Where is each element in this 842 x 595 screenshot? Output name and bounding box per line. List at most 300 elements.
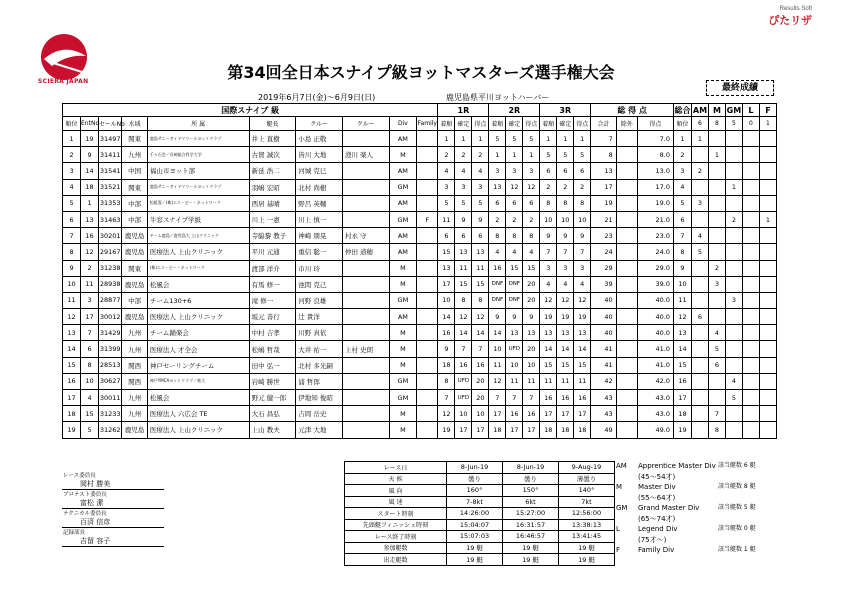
event-dates: 2019年6月7日(金)～6月9日(日) [258,93,376,102]
table-cell: 12 [455,309,472,325]
table-cell: 12 [574,292,591,308]
table-cell: 13 [673,325,691,341]
div-count-gm: 5 [725,117,742,131]
table-cell: 16 [489,260,506,276]
table-cell [759,292,776,308]
col-head: 順位 [673,117,691,131]
col-head: 除外 [616,117,637,131]
table-cell [725,163,742,179]
table-cell [691,325,708,341]
table-cell: 31429 [99,325,122,341]
table-cell: 5 [725,390,742,406]
table-cell: 5 [673,195,691,211]
table-cell: 23 [591,228,616,244]
table-cell: 6 [673,211,691,227]
table-cell [616,357,637,373]
brand-line1: Results Soft [779,6,812,12]
table-row [63,390,777,406]
logo-text: SCIERA JAPAN [38,78,89,85]
brand-mark [768,6,812,28]
table-cell [616,325,637,341]
table-cell: 坂元 善行 [249,309,296,325]
col-head: クルー [342,117,389,131]
table-cell: 17 [506,422,523,438]
table-cell: 5 [438,195,455,211]
division-count: 該当艇数 8 艇 [718,483,756,490]
table-cell: 10 [506,357,523,373]
table-cell: F [417,211,438,227]
table-cell: 29.0 [637,260,673,276]
table-cell: 3 [673,163,691,179]
table-cell [616,195,637,211]
division-count: 該当艇数 1 艇 [718,546,756,553]
table-cell [417,341,438,357]
table-cell: 17 [591,179,616,195]
table-cell: 鹿島サニーサイドマリーナヨットクラブ [147,131,249,147]
table-cell [691,341,708,357]
table-cell: (株)エス・ビー・ネットワーク [147,260,249,276]
col-head: 得点 [472,117,489,131]
table-cell [342,325,389,341]
table-cell: 4 [691,228,708,244]
table-cell: 15 [506,260,523,276]
table-cell: 6 [455,228,472,244]
table-cell [725,260,742,276]
race-info-value: 19 艇 [559,554,615,566]
table-cell: 16 [81,228,99,244]
table-cell: 川上 慎一 [296,211,343,227]
table-cell: 6 [523,195,540,211]
table-cell: 大石 昌弘 [249,406,296,422]
committee-title-row [62,471,164,479]
table-cell: 6 [540,163,557,179]
table-row [63,195,777,211]
division-age: (45～54才) [638,472,676,481]
table-cell: 11 [540,373,557,389]
table-cell: 4 [472,163,489,179]
table-cell: 12 [81,244,99,260]
table-cell: 43.0 [637,390,673,406]
division-spacer [616,493,638,504]
table-cell: 43 [591,406,616,422]
table-cell: AM [389,244,417,260]
table-cell: 8 [557,195,574,211]
table-cell: 九州 [122,341,147,357]
table-cell: 3 [540,260,557,276]
table-cell: 40.0 [637,292,673,308]
table-cell: 8 [673,244,691,260]
header-row-2 [63,117,777,131]
table-cell: 31463 [99,211,122,227]
table-cell [342,131,389,147]
table-cell: 1 [472,131,489,147]
table-cell: チーム130+6 [147,292,249,308]
table-cell: 4 [708,325,725,341]
table-cell: 9 [540,228,557,244]
table-row [63,163,777,179]
race-info-value: 19 艇 [503,554,559,566]
table-cell: 7 [673,228,691,244]
race-info-row [345,531,615,543]
table-row [63,292,777,308]
table-cell: 41.0 [637,341,673,357]
table-cell: 1 [759,211,776,227]
table-cell: 1 [725,179,742,195]
table-cell: 9 [472,211,489,227]
division-count: 該当艇数 0 艇 [718,525,756,532]
table-cell: 13.0 [637,163,673,179]
table-cell: 岩崎 勝世 [249,373,296,389]
table-cell [616,406,637,422]
table-cell: 16 [540,390,557,406]
race-info-label: スタート時刻 [345,508,447,520]
division-row [616,524,776,535]
table-cell: 11 [489,357,506,373]
table-cell: 平川 元通 [249,244,296,260]
table-cell: 12 [540,292,557,308]
table-cell: 2 [691,163,708,179]
table-cell: 3 [725,292,742,308]
committee-title: 記録部長 [63,530,86,536]
col-head: Div [389,117,417,131]
table-cell: 2 [489,211,506,227]
col-head: 確定 [557,117,574,131]
table-cell: AM [389,228,417,244]
committee-title: プロテスト委員長 [63,492,107,498]
table-row [63,422,777,438]
table-cell: 18 [81,179,99,195]
table-cell: 43 [591,390,616,406]
table-cell: 28513 [99,357,122,373]
table-cell: UFD [455,390,472,406]
table-cell: 1 [81,195,99,211]
table-cell: 上村 史朗 [342,341,389,357]
table-cell: 23.0 [637,228,673,244]
table-cell [417,309,438,325]
division-legend [616,461,776,556]
table-row [63,341,777,357]
committee-title-row [62,509,164,518]
table-cell: 17 [523,422,540,438]
table-cell: 6 [506,195,523,211]
table-cell: 9 [557,228,574,244]
table-cell [616,179,637,195]
table-cell: 15 [438,244,455,260]
table-cell: 19 [63,422,81,438]
table-cell: 14 [574,341,591,357]
table-cell: 10 [81,373,99,389]
table-cell: 20 [523,292,540,308]
table-cell: 17 [489,406,506,422]
table-cell: 14 [81,163,99,179]
table-cell: 関東 [122,179,147,195]
col-head: 着順 [489,117,506,131]
table-cell [342,309,389,325]
race-info-value: 19 艇 [447,554,503,566]
table-cell: 6 [489,195,506,211]
table-cell: 1 [557,131,574,147]
table-cell: DNF [506,292,523,308]
table-cell: 16 [574,390,591,406]
table-cell: 2 [540,179,557,195]
table-cell: 14 [438,309,455,325]
table-cell: 13 [438,260,455,276]
table-cell: 11 [472,260,489,276]
table-cell: 4 [81,390,99,406]
committee-name-row [62,536,164,547]
col-head: 着順 [540,117,557,131]
table-cell: 西居 基晴 [249,195,296,211]
table-cell [708,390,725,406]
table-cell: 4 [523,244,540,260]
race-info-label: レース日 [345,462,447,474]
table-cell: 2 [574,179,591,195]
table-cell [708,309,725,325]
table-cell: 4 [489,244,506,260]
table-cell: 6 [691,309,708,325]
table-cell: 11 [81,276,99,292]
table-cell: 3 [691,195,708,211]
table-cell: 吉岡 岳史 [296,406,343,422]
table-cell: 7 [574,244,591,260]
table-cell [742,276,759,292]
division-code: M [616,483,623,491]
table-cell: 1 [489,147,506,163]
table-cell: 17 [455,422,472,438]
table-cell [417,406,438,422]
division-spacer [616,472,638,483]
table-cell: 河野 良雄 [296,292,343,308]
table-cell [691,211,708,227]
table-row [63,244,777,260]
table-cell [691,179,708,195]
race-info-label: レース終了時刻 [345,531,447,543]
table-cell: 有馬 修一 [249,276,296,292]
table-row [63,406,777,422]
table-cell: 池間 克己 [296,276,343,292]
table-cell: 松阪霊／(株)エス・ビー・ネットワーク [147,195,249,211]
table-cell: 大井 祐一 [296,341,343,357]
table-cell: 21 [591,211,616,227]
table-cell: M [389,357,417,373]
table-cell [691,357,708,373]
table-cell: 滝 修一 [249,292,296,308]
committee-name: 岡村 勝美 [62,479,164,490]
division-name: Legend Div [638,525,678,533]
total-head: 総 得 点 [591,104,674,117]
col-head: 得点 [574,117,591,131]
table-cell: 川野 真依 [296,325,343,341]
table-cell [342,195,389,211]
table-cell: 16 [472,357,489,373]
table-cell: AM [389,195,417,211]
table-cell: チーム踊楽会 [147,325,249,341]
table-cell: 31399 [99,341,122,357]
table-cell: 18 [489,422,506,438]
table-cell: 4 [540,276,557,292]
table-cell [616,211,637,227]
table-cell [417,357,438,373]
committee-title-row [62,490,164,499]
table-cell: 9 [523,309,540,325]
table-cell: 1 [673,131,691,147]
table-cell: DNF [506,276,523,292]
race-info-value: 19 艇 [503,542,559,554]
div-head-gm: GM [726,105,742,115]
table-cell: 鹿児島 [122,309,147,325]
table-cell: 13 [489,179,506,195]
final-results-badge: 最終成績 [706,80,774,96]
table-cell: 21.0 [637,211,673,227]
race-info-value: 7kt [559,496,615,508]
table-cell: 神戸セーリングチーム [147,357,249,373]
table-cell: 上山 教夫 [249,422,296,438]
table-cell: 10 [472,406,489,422]
table-cell [759,260,776,276]
division-row [616,503,776,514]
table-cell: 6 [438,228,455,244]
table-cell: 17 [81,309,99,325]
division-code: GM [616,504,628,512]
race-info-value: 16:31:57 [503,519,559,531]
table-cell [742,211,759,227]
table-cell: 鹿児島 [122,228,147,244]
table-cell [725,147,742,163]
table-cell: 49.0 [637,422,673,438]
table-cell [725,244,742,260]
table-cell: 3 [455,179,472,195]
race-info-value: 7-8kt [447,496,503,508]
table-row [63,179,777,195]
table-cell [417,276,438,292]
committee-title: テクニカル委員長 [63,511,107,517]
table-cell [742,341,759,357]
table-cell [759,131,776,147]
table-cell [616,260,637,276]
table-cell: 3 [438,179,455,195]
table-cell: 19 [81,131,99,147]
table-cell: 3 [63,163,81,179]
table-cell [725,276,742,292]
table-cell: 7 [591,131,616,147]
race-info-value: 14:26:00 [447,508,503,520]
table-cell [725,422,742,438]
table-cell [742,147,759,163]
race-info-value: 15:27:00 [503,508,559,520]
table-cell: 医療法人 才全会 [147,341,249,357]
result-rows [63,131,777,439]
table-cell: 14 [540,341,557,357]
table-cell: 42 [591,373,616,389]
table-cell: 12 [438,406,455,422]
table-cell [691,406,708,422]
div-head-m: M [708,104,725,117]
table-cell: 仲田 道穂 [342,244,389,260]
committee-name: 吉留 容子 [62,536,164,547]
table-cell [725,325,742,341]
col-head: Family [417,117,438,131]
table-cell: 6 [708,357,725,373]
table-cell [616,309,637,325]
col-head: 順位 [63,117,81,131]
table-cell: 15 [540,357,557,373]
table-cell: 7 [472,341,489,357]
table-cell [417,195,438,211]
table-cell [742,163,759,179]
table-cell: 29167 [99,244,122,260]
table-cell: 松風会 [147,390,249,406]
table-cell: 医療法人 六広会 TE [147,406,249,422]
table-cell: 中村 吉孝 [249,325,296,341]
table-cell: 北村 多光嗣 [296,357,343,373]
race-info-value: 16:46:57 [503,531,559,543]
table-cell: 15 [472,276,489,292]
table-cell: 元津 大地 [296,422,343,438]
table-cell: AM [389,163,417,179]
table-cell: 18 [574,422,591,438]
table-cell [725,406,742,422]
table-cell [691,276,708,292]
committee-name-row [62,517,164,528]
table-cell: 7.0 [637,131,673,147]
table-cell [759,179,776,195]
table-cell: 九州 [122,147,147,163]
table-cell: 7 [489,390,506,406]
table-cell [742,292,759,308]
table-cell: 中国 [122,163,147,179]
table-cell: 8 [591,147,616,163]
race-info-value: 12:56:00 [559,508,615,520]
table-cell [342,292,389,308]
page-title: 第34回全日本スナイプ級ヨットマスターズ選手権大会 [227,63,615,82]
table-cell [759,147,776,163]
table-cell: 15 [523,260,540,276]
table-cell [742,422,759,438]
table-cell [742,325,759,341]
table-cell [742,195,759,211]
table-cell: 牛窓スナイプ学級 [147,211,249,227]
table-cell [342,276,389,292]
table-cell: 17 [438,276,455,292]
table-cell: 14 [455,325,472,341]
table-cell: M [389,276,417,292]
race-info-value: 8-Jun-19 [447,462,503,474]
table-cell: 5 [540,147,557,163]
table-cell: 小島 正敬 [296,131,343,147]
table-cell [417,244,438,260]
table-cell: 31262 [99,422,122,438]
race-head-2: 2R [489,104,540,117]
table-cell: 20 [523,341,540,357]
table-cell: 17 [673,390,691,406]
race-info-value: 曇り [447,473,503,485]
table-cell: 7 [455,341,472,357]
table-cell: 15 [557,357,574,373]
race-info-value: 160° [447,485,503,497]
table-cell: 13 [63,325,81,341]
division-code: L [616,525,620,533]
table-cell: 5 [455,195,472,211]
race-info-row [345,554,615,566]
table-cell: 8 [540,195,557,211]
class-name: 国際スナイプ 級 [63,104,438,117]
table-cell [616,147,637,163]
table-cell [342,406,389,422]
overall-head: 総合 [674,105,691,115]
table-cell: 14 [63,341,81,357]
table-cell: 辻 貴洋 [296,309,343,325]
table-cell: 7 [557,244,574,260]
